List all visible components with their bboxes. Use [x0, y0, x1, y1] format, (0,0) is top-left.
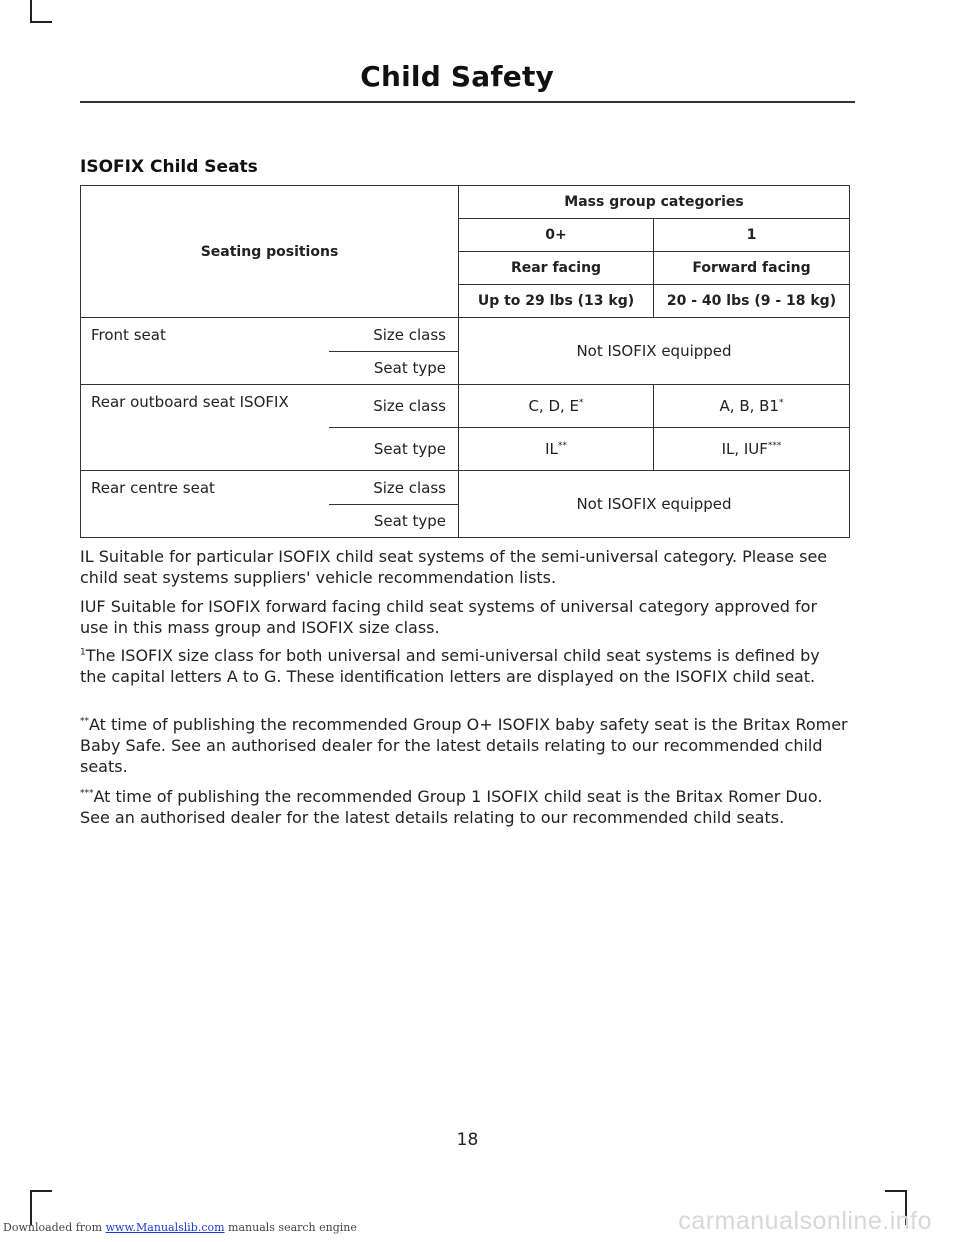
note-1 [80, 645, 850, 687]
footnote-mark: ** [557, 441, 567, 451]
front-seat-position: Front seat [81, 318, 329, 385]
rear-centre-size-class-label: Size class [329, 471, 459, 505]
note-1-text: The ISOFIX size class for both universal and semi-universal child seat systems is defined by the capital letters A to G. These identification letters are displayed on the ISOFIX child seat. [80, 646, 820, 686]
footnote-mark: * [579, 398, 584, 408]
footnote-mark: 1 [80, 647, 86, 658]
footnote-mark: * [778, 398, 784, 408]
note-2 [80, 714, 850, 777]
value-text: C, D, E [528, 397, 580, 415]
rear-centre-seat-type-label: Seat type [329, 505, 459, 538]
crop-mark-top-left-horizontal [30, 21, 52, 23]
seating-positions-header: Seating positions [81, 186, 459, 318]
page-number: 18 [456, 1130, 479, 1150]
rear-outboard-size-class-group-1 [654, 385, 850, 428]
footnote-mark: ** [80, 716, 89, 727]
manualslib-link[interactable]: www.Manualslib.com [105, 1221, 225, 1234]
mass-group-header: Mass group categories [459, 186, 850, 219]
group-0-facing: Rear facing [459, 252, 654, 285]
group-0-weight: Up to 29 lbs (13 kg) [459, 285, 654, 318]
header-rule [80, 101, 855, 103]
rear-outboard-size-class-group-0 [459, 385, 654, 428]
value-text: IL, IUF [721, 440, 768, 458]
note-il [80, 546, 850, 588]
table-row [81, 385, 850, 428]
note-2-text: At time of publishing the recommended Group O+ ISOFIX baby safety seat is the Britax Romer Baby Safe. See an authorised dealer for the latest details relating to our recommended child seats. [80, 715, 848, 776]
group-0-name: 0+ [459, 219, 654, 252]
front-seat-value: Not ISOFIX equipped [459, 318, 850, 385]
note-3 [80, 786, 850, 828]
watermark: carmanualsonline.info [678, 1207, 932, 1235]
rear-outboard-size-class-label: Size class [329, 385, 459, 428]
rear-outboard-seat-type-group-0 [459, 428, 654, 471]
group-1-name: 1 [654, 219, 850, 252]
front-seat-size-class-label: Size class [329, 318, 459, 352]
isofix-table [80, 185, 850, 538]
group-1-weight: 20 - 40 lbs (9 - 18 kg) [654, 285, 850, 318]
front-seat-seat-type-label: Seat type [329, 352, 459, 385]
value-text: IL [545, 440, 558, 458]
crop-mark-bottom-left-horizontal [30, 1190, 52, 1192]
value-text: A, B, B1 [719, 397, 779, 415]
footer-suffix: manuals search engine [224, 1221, 357, 1234]
rear-outboard-seat-type-label: Seat type [329, 428, 459, 471]
footnote-mark: *** [767, 441, 782, 451]
rear-centre-value: Not ISOFIX equipped [459, 471, 850, 538]
footer-prefix: Downloaded from [3, 1221, 106, 1234]
footnote-mark: *** [80, 788, 94, 799]
group-1-facing: Forward facing [654, 252, 850, 285]
table-row [81, 318, 850, 352]
table-row [81, 471, 850, 505]
note-3-text: At time of publishing the recommended Group 1 ISOFIX child seat is the Britax Romer Duo. See an authorised dealer for the latest details relating to our recommended child seats. [80, 787, 823, 827]
note-iuf [80, 596, 850, 638]
crop-mark-top-left-vertical [30, 0, 32, 22]
crop-mark-bottom-left-vertical [30, 1190, 32, 1225]
section-heading: ISOFIX Child Seats [80, 157, 258, 177]
crop-mark-bottom-right-horizontal [885, 1190, 907, 1192]
note-il-text: IL Suitable for particular ISOFIX child seat systems of the semi-universal category. Please see child seat systems suppliers' vehicle recommendation lists. [80, 547, 828, 587]
rear-outboard-position: Rear outboard seat ISOFIX [81, 385, 329, 471]
download-footer [3, 1221, 357, 1234]
rear-outboard-seat-type-group-1 [654, 428, 850, 471]
table-header-row [81, 186, 850, 219]
note-iuf-text: IUF Suitable for ISOFIX forward facing child seat systems of universal category approved for use in this mass group and ISOFIX size class. [80, 597, 818, 637]
page-title: Child Safety [360, 60, 554, 93]
rear-centre-position: Rear centre seat [81, 471, 329, 538]
